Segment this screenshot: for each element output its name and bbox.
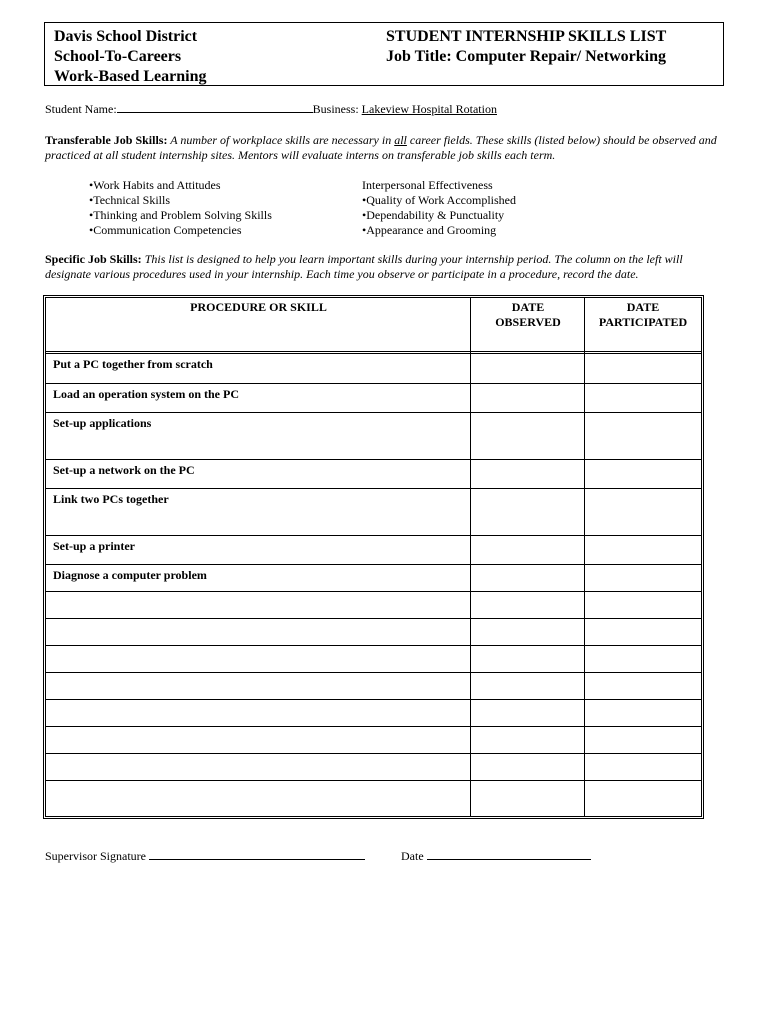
- date-participated-cell[interactable]: [585, 489, 701, 535]
- procedure-cell: Diagnose a computer problem: [53, 568, 207, 582]
- date-participated-cell[interactable]: [585, 754, 701, 780]
- supervisor-signature-label: Supervisor Signature: [45, 849, 149, 863]
- date-field[interactable]: [427, 849, 591, 860]
- col-observed-header: [471, 300, 585, 330]
- date-participated-cell[interactable]: [585, 413, 701, 459]
- form-title: STUDENT INTERNSHIP SKILLS LIST: [386, 28, 667, 45]
- skills-table: [43, 295, 704, 819]
- col-participated-header: [585, 300, 701, 330]
- specific-heading: Specific Job Skills:: [45, 252, 142, 266]
- col-procedure-header: PROCEDURE OR SKILL: [190, 300, 327, 314]
- table-row: [46, 354, 701, 384]
- date-participated-cell[interactable]: [585, 673, 701, 699]
- date-participated-cell[interactable]: [585, 460, 701, 488]
- date-participated-cell[interactable]: [585, 646, 701, 672]
- form-title-block: [386, 27, 666, 67]
- table-row: [46, 460, 701, 489]
- date-observed-cell[interactable]: [471, 592, 584, 618]
- date-participated-cell[interactable]: [585, 354, 701, 383]
- business-label: Business:: [312, 102, 362, 116]
- table-header: [46, 298, 701, 354]
- list-item: •Dependability & Punctuality: [362, 208, 505, 222]
- date-observed-cell[interactable]: [471, 565, 584, 591]
- list-item: •Communication Competencies: [89, 223, 242, 237]
- transferable-skills-paragraph: [45, 133, 725, 163]
- table-row: [46, 565, 701, 592]
- table-row: [46, 673, 701, 700]
- date-observed-cell[interactable]: [471, 460, 584, 488]
- procedure-cell: Set-up a printer: [53, 539, 135, 553]
- program-name: School-To-Careers: [54, 48, 182, 65]
- col-participated-line-2: PARTICIPATED: [598, 315, 688, 329]
- date-participated-cell[interactable]: [585, 700, 701, 726]
- transferable-text-1: A number of workplace skills are necessary in: [167, 133, 395, 147]
- date-participated-cell[interactable]: [585, 565, 701, 591]
- footer: [45, 849, 591, 864]
- list-item: •Appearance and Grooming: [362, 223, 497, 237]
- procedure-cell: Set-up applications: [53, 416, 152, 430]
- col-observed-line-2: OBSERVED: [495, 315, 561, 329]
- date-observed-cell[interactable]: [471, 781, 584, 810]
- table-row: [46, 781, 701, 810]
- date-observed-cell[interactable]: [471, 413, 584, 459]
- table-row: [46, 592, 701, 619]
- transferable-text-all: all: [394, 133, 407, 147]
- specific-text: This list is designed to help you learn important skills during your internship period. The column on the left will designate various procedures used in your internship. Each time you observe or participate in a procedure, record the date.: [45, 252, 683, 281]
- specific-skills-paragraph: [45, 252, 725, 282]
- student-name-field[interactable]: [117, 102, 313, 113]
- date-participated-cell[interactable]: [585, 384, 701, 412]
- table-row: [46, 536, 701, 565]
- student-name-label: Student Name:: [45, 102, 117, 116]
- transferable-skills-right-list: [362, 178, 516, 238]
- table-row: [46, 700, 701, 727]
- date-observed-cell[interactable]: [471, 754, 584, 780]
- list-item: •Thinking and Problem Solving Skills: [89, 208, 272, 222]
- date-observed-cell[interactable]: [471, 619, 584, 645]
- date-participated-cell[interactable]: [585, 592, 701, 618]
- transferable-text-2: career fields. These skills (listed below) should be observed and practiced at all student internship sites. Mentors will evaluate interns on transferable job skills each term.: [45, 133, 717, 162]
- table-row: [46, 754, 701, 781]
- transferable-skills-left-list: [89, 178, 272, 238]
- procedure-cell: Put a PC together from scratch: [53, 357, 213, 371]
- table-row: [46, 619, 701, 646]
- date-participated-cell[interactable]: [585, 781, 701, 810]
- date-observed-cell[interactable]: [471, 536, 584, 564]
- list-item: •Technical Skills: [89, 193, 171, 207]
- date-observed-cell[interactable]: [471, 646, 584, 672]
- business-value: Lakeview Hospital Rotation: [361, 102, 497, 116]
- supervisor-signature-field[interactable]: [149, 849, 365, 860]
- district-name: Davis School District: [54, 28, 198, 45]
- student-info-line: [45, 102, 497, 117]
- table-row: [46, 384, 701, 413]
- procedure-cell: Link two PCs together: [53, 492, 169, 506]
- date-observed-cell[interactable]: [471, 673, 584, 699]
- col-observed-line-1: DATE: [511, 300, 545, 314]
- table-row: [46, 489, 701, 536]
- list-item: •Work Habits and Attitudes: [89, 178, 221, 192]
- list-item: •Quality of Work Accomplished: [362, 193, 516, 207]
- job-title-value: : Computer Repair/ Networking: [446, 48, 666, 65]
- transferable-heading: Transferable Job Skills:: [45, 133, 168, 147]
- date-observed-cell[interactable]: [471, 727, 584, 753]
- table-row: [46, 413, 701, 460]
- district-header: [54, 27, 206, 87]
- col-participated-line-1: DATE: [626, 300, 660, 314]
- table-row: [46, 727, 701, 754]
- date-observed-cell[interactable]: [471, 700, 584, 726]
- program-subtitle: Work-Based Learning: [54, 68, 207, 85]
- date-participated-cell[interactable]: [585, 727, 701, 753]
- table-row: [46, 646, 701, 673]
- job-title: [386, 47, 666, 67]
- date-observed-cell[interactable]: [471, 354, 584, 383]
- job-title-label: Job Title: [386, 48, 447, 65]
- header-box: [44, 22, 724, 86]
- date-participated-cell[interactable]: [585, 619, 701, 645]
- procedure-cell: Load an operation system on the PC: [53, 387, 240, 401]
- list-item: Interpersonal Effectiveness: [362, 178, 493, 192]
- date-participated-cell[interactable]: [585, 536, 701, 564]
- date-observed-cell[interactable]: [471, 384, 584, 412]
- date-label: Date: [401, 849, 427, 863]
- procedure-cell: Set-up a network on the PC: [53, 463, 195, 477]
- date-observed-cell[interactable]: [471, 489, 584, 535]
